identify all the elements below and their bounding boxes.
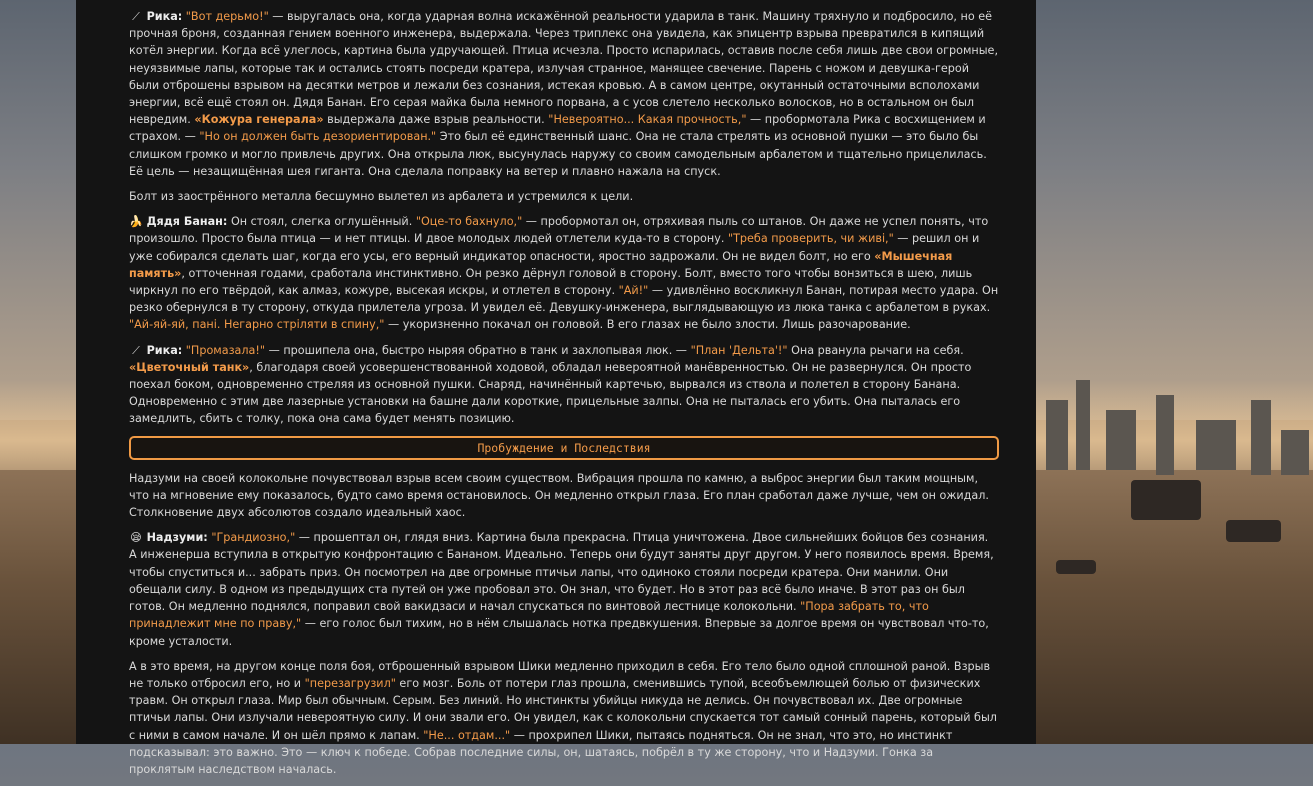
background-right-scenery <box>1036 0 1313 744</box>
paragraph-nadzumi <box>129 529 999 649</box>
narration-text: , отточенная годами, сработала инстинктивно. Он резко дёрнул головой в сторону. Болт, вместо того чтобы вонзиться в шею, лишь чиркнул по его твёрдой, как алмаз, кожуре, высекая искры, и отлетел в сторону. <box>129 266 973 298</box>
narration-text: А в это время, на другом конце поля боя, отброшенный взрывом Шики медленно приходил в себя. Его тело было одной сплошной раной. Взрыв не только отбросил его, но и <box>129 659 991 690</box>
narration-text: — выругалась она, когда ударная волна искажённой реальности ударила в танк. Машину тряхнуло и подбросило, но её прочная броня, созданная гением военного инженера, выдержала. Через триплекс она увидела, как эпицентр взрыва превратился в кипящий котёл энергии. Когда всё улеглось, картина была удручающей. Птица исчезла. Просто испарилась, оставив после себя лишь две свои огромные, неуязвимые лапы, которые так и остались стоять посреди кратера, излучая странное, манящее свечение. Парень с ножом и девушка-герой были отброшены взрывом на десятки метров и лежали без сознания, истекая кровью. А в самом центре, окутанный остаточными всполохами энергии, всё ещё стоял он. Дядя Банан. Его серая майка была немного порвана, а с усов слетело несколько волосков, но в остальном он был невредим. <box>129 10 998 127</box>
paragraph-bolt <box>129 188 999 205</box>
speaker-name: Надзуми: <box>146 531 208 545</box>
narration-text: — удивлённо воскликнул Банан, потирая место удара. Он резко обернулся в ту сторону, откуда прилетела угроза. И увидел её. Девушку-инженера, выглядывающую из люка танка с арбалетом в руках. <box>129 284 999 315</box>
narration-text: — пробормотал он, отряхивая пыль со штанов. Он даже не успел понять, что произошло. Просто была птица — и нет птицы. И двое молодых людей отлетели куда-то в сторону. <box>129 215 989 246</box>
narration-text: Надзуми на своей колокольне почувствовал взрыв всем своим существом. Вибрация прошла по камню, а выброс энергии был таким мощным, что на мгновение ему показалось, будто само время остановилось. Он медленно открыл глаза. Его план сработал даже лучше, чем он ожидал. Столкновение двух абсолютов создало идеальный хаос. <box>129 471 989 520</box>
narration-text: выдержала даже взрыв реальности. <box>323 113 549 127</box>
dialogue-quote: "перезагрузил" <box>304 676 396 690</box>
speaker-name: Рика: <box>146 10 183 23</box>
sleepy-face-icon: 😪 <box>130 531 142 545</box>
narration-text: — укоризненно покачал он головой. В его глазах не было злости. Лишь разочарование. <box>384 318 911 332</box>
dialogue-quote: "Невероятно... Какая прочность," <box>548 113 747 127</box>
narration-text: его мозг. Боль от потери глаз прошла, сменившись тупой, всеобъемлющей болью от физических травм. Он открыл глаза. Мир был обычным. Серым. Без линий. Но инстинкты убийцы никуда не делись. Он почувствовал их. Две огромные птичьи лапы. Они излучали невероятную силу. И они звали его. Он увидел, как с колокольни спускается тот самый сонный парень, который был с ними в самом начале. И он шёл прямо к лапам. <box>129 676 997 742</box>
narration-text: — прохрипел Шики, пытаясь подняться. Он не знал, что это, но инстинкт подсказывал: это важно. Это — ключ к победе. Собрав последние силы, он, шатаясь, побрёл в ту же сторону, что и Надзуми. Гонка за проклятым наследством началась. <box>129 728 953 776</box>
story-content <box>129 8 999 786</box>
background-left-scenery <box>0 0 76 744</box>
narration-text: , благодаря своей усовершенствованной ходовой, обладал невероятной манёвренностью. Он не развернулся. Он просто поехал боком, одновременно стреляя из основной пушки. Снаряд, начинённый картечью, вырвался из ствола и полетел в сторону Банана. Одновременно с этим две лазерные установки на башне дали короткие, прицельные залпы. Она не пыталась его убить. Она пыталась его замедлить, сбить с толку, пока она сама будет менять позицию. <box>129 360 972 426</box>
paragraph-banan <box>129 213 999 333</box>
paragraph-rika-1 <box>129 8 999 180</box>
ability-name: «Цветочный танк» <box>129 360 250 374</box>
dialogue-quote: "Грандиозно," <box>211 531 296 545</box>
dialogue-quote: "Промазала!" <box>185 343 266 357</box>
ability-name: «Кожура генерала» <box>194 113 324 127</box>
speaker-name: Дядя Банан: <box>146 215 228 229</box>
banana-icon: 🍌 <box>129 215 143 229</box>
paragraph-nadzumi-intro <box>129 470 999 522</box>
chapter-banner <box>129 436 999 460</box>
narration-text: Он стоял, слегка оглушённый. <box>227 215 416 229</box>
paragraph-rika-2 <box>129 342 999 428</box>
dialogue-quote: "Треба проверить, чи живі," <box>727 232 894 246</box>
wand-icon: ⟋ <box>132 343 140 357</box>
dialogue-quote: "Ай-яй-яй, пані. Негарно стріляти в спину," <box>129 318 385 332</box>
dialogue-quote: "Но он должен быть дезориентирован." <box>199 130 437 144</box>
narration-text: — решил он и уже собирался сделать шаг, когда его усы, его верный индикатор опасности, яростно задрожали. Он не видел болт, но его <box>129 232 980 263</box>
dialogue-quote: "Оце-то бахнуло," <box>415 215 523 229</box>
paragraph-shiki <box>129 658 999 778</box>
narration-text: — его голос был тихим, но в нём слышалась нотка предвкушения. Впервые за долгое время он чувствовал что-то, кроме усталости. <box>129 617 989 648</box>
narration-text: Она рванула рычаги на себя. <box>787 343 964 357</box>
chapter-title: Пробуждение и Последствия <box>477 440 651 455</box>
ability-name: «Мышечная память» <box>129 249 953 280</box>
dialogue-quote: "Вот дерьмо!" <box>185 10 269 23</box>
narration-text: Болт из заострённого металла бесшумно вылетел из арбалета и устремился к цели. <box>129 190 634 204</box>
dialogue-quote: "Не... отдам..." <box>423 728 511 742</box>
narration-text: — прошептал он, глядя вниз. Картина была прекрасна. Птица уничтожена. Двое сильнейших бойцов без сознания. А инженерша вступила в открытую конфронтацию с Бананом. Идеально. Теперь они будут заняты друг другом. У него появилось время. Время, чтобы спуститься и... забрать приз. Он посмотрел на две огромные птичьи лапы, что одиноко стояли посреди кратера. Они манили. Они обещали силу. В одном из предыдущих ста путей он уже пробовал это. Он знал, что будет. Но в этот раз всё было иначе. В этот раз он был готов. Он медленно поднялся, поправил свой вакидзаси и начал спускаться по винтовой лестнице колокольни. <box>129 531 994 614</box>
dialogue-quote: "Пора забрать то, что принадлежит мне по праву," <box>129 600 929 631</box>
narration-text: Это был её единственный шанс. Она не стала стрелять из основной пушки — это было бы слишком громко и могло привлечь других. Она открыла люк, высунулась наружу со своим самодельным арбалетом и тщательно прицелилась. Её цель — незащищённая шея гиганта. Она сделала поправку на ветер и плавно нажала на спуск. <box>129 130 987 178</box>
dialogue-quote: "План 'Дельта'!" <box>690 343 788 357</box>
story-panel <box>76 0 1036 776</box>
narration-text: — пробормотала Рика с восхищением и страхом. — <box>129 113 986 144</box>
dialogue-quote: "Ай!" <box>618 284 649 298</box>
wand-icon: ⟋ <box>132 10 140 23</box>
speaker-name: Рика: <box>146 343 183 357</box>
narration-text: — прошипела она, быстро ныряя обратно в танк и захлопывая люк. — <box>265 343 691 357</box>
